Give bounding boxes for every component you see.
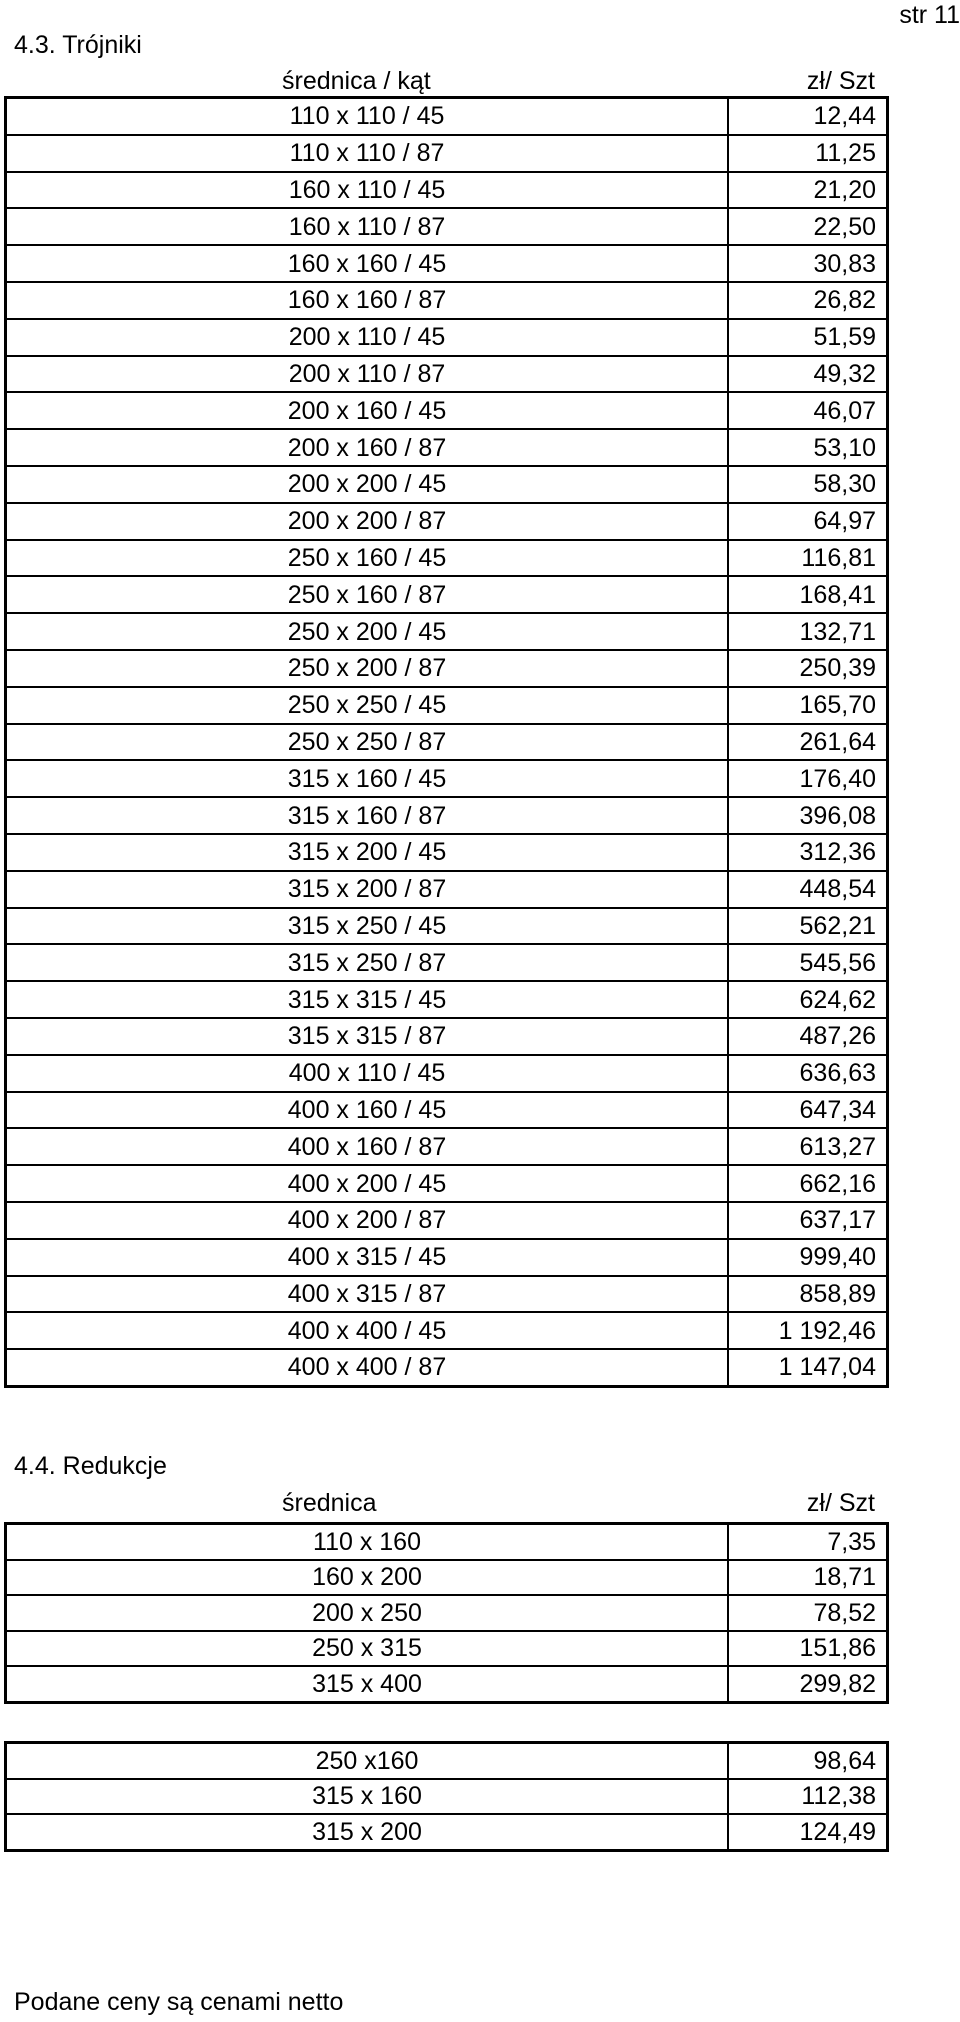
dimension-cell: 200 x 200 / 87 — [6, 503, 729, 540]
table-row — [6, 1239, 888, 1276]
dimension-cell: 200 x 250 — [6, 1595, 729, 1631]
price-cell: 151,86 — [728, 1631, 888, 1667]
dimension-cell: 400 x 315 / 45 — [6, 1239, 729, 1276]
table-row — [6, 503, 888, 540]
price-cell: 49,32 — [728, 356, 888, 393]
dimension-cell: 400 x 400 / 87 — [6, 1349, 729, 1386]
dimension-cell: 315 x 400 — [6, 1666, 729, 1702]
table-row — [6, 1128, 888, 1165]
price-cell: 312,36 — [728, 834, 888, 871]
table-row — [6, 944, 888, 981]
price-cell: 22,50 — [728, 208, 888, 245]
table-row — [6, 1779, 888, 1815]
table-row — [6, 687, 888, 724]
price-cell: 562,21 — [728, 908, 888, 945]
price-cell: 662,16 — [728, 1165, 888, 1202]
table-row — [6, 135, 888, 172]
dimension-cell: 400 x 110 / 45 — [6, 1055, 729, 1092]
price-cell: 11,25 — [728, 135, 888, 172]
section-title-reducers: 4.4. Redukcje — [14, 1452, 167, 1480]
dimension-cell: 250 x 250 / 87 — [6, 724, 729, 761]
price-cell: 26,82 — [728, 282, 888, 319]
dimension-cell: 110 x 110 / 45 — [6, 98, 729, 135]
table-row — [6, 172, 888, 209]
column-header-diameter: średnica — [282, 1489, 377, 1517]
price-cell: 46,07 — [728, 392, 888, 429]
table-row — [6, 1814, 888, 1850]
column-header-diameter-angle: średnica / kąt — [282, 67, 431, 95]
table-row — [6, 392, 888, 429]
dimension-cell: 200 x 110 / 45 — [6, 319, 729, 356]
table-row — [6, 466, 888, 503]
price-cell: 1 192,46 — [728, 1312, 888, 1349]
price-cell: 12,44 — [728, 98, 888, 135]
price-cell: 30,83 — [728, 245, 888, 282]
column-header-price: zł/ Szt — [806, 67, 875, 95]
table-row — [6, 1202, 888, 1239]
price-cell: 64,97 — [728, 503, 888, 540]
price-cell: 637,17 — [728, 1202, 888, 1239]
dimension-cell: 315 x 250 / 45 — [6, 908, 729, 945]
table-row — [6, 1055, 888, 1092]
price-cell: 53,10 — [728, 429, 888, 466]
table-row — [6, 98, 888, 135]
table-row — [6, 797, 888, 834]
page-number: str 11 — [899, 1, 960, 29]
price-cell: 168,41 — [728, 576, 888, 613]
section-title-tees: 4.3. Trójniki — [14, 31, 142, 59]
table-row — [6, 760, 888, 797]
price-cell: 18,71 — [728, 1560, 888, 1596]
dimension-cell: 315 x 160 / 87 — [6, 797, 729, 834]
price-cell: 1 147,04 — [728, 1349, 888, 1386]
table-row — [6, 1018, 888, 1055]
table-row — [6, 576, 888, 613]
table-row — [6, 1524, 888, 1560]
dimension-cell: 400 x 200 / 87 — [6, 1202, 729, 1239]
price-cell: 112,38 — [728, 1779, 888, 1815]
price-cell: 487,26 — [728, 1018, 888, 1055]
dimension-cell: 400 x 400 / 45 — [6, 1312, 729, 1349]
table-row — [6, 429, 888, 466]
table-row — [6, 834, 888, 871]
dimension-cell: 160 x 160 / 87 — [6, 282, 729, 319]
price-cell: 78,52 — [728, 1595, 888, 1631]
price-cell: 176,40 — [728, 760, 888, 797]
dimension-cell: 400 x 160 / 87 — [6, 1128, 729, 1165]
table-row — [6, 1092, 888, 1129]
dimension-cell: 250 x 315 — [6, 1631, 729, 1667]
price-cell: 124,49 — [728, 1814, 888, 1850]
dimension-cell: 315 x 315 / 45 — [6, 981, 729, 1018]
table-row — [6, 908, 888, 945]
table-row — [6, 871, 888, 908]
price-cell: 21,20 — [728, 172, 888, 209]
tees-price-table — [4, 96, 889, 1388]
dimension-cell: 160 x 160 / 45 — [6, 245, 729, 282]
dimension-cell: 315 x 315 / 87 — [6, 1018, 729, 1055]
price-cell: 858,89 — [728, 1276, 888, 1313]
footer-note: Podane ceny są cenami netto — [14, 1988, 344, 2016]
dimension-cell: 200 x 160 / 87 — [6, 429, 729, 466]
table-row — [6, 319, 888, 356]
table-row — [6, 1276, 888, 1313]
table-row — [6, 208, 888, 245]
table-row — [6, 356, 888, 393]
dimension-cell: 250 x 200 / 45 — [6, 613, 729, 650]
dimension-cell: 250 x 250 / 45 — [6, 687, 729, 724]
price-cell: 545,56 — [728, 944, 888, 981]
dimension-cell: 110 x 110 / 87 — [6, 135, 729, 172]
reducers-extra-price-table — [4, 1741, 889, 1852]
dimension-cell: 315 x 200 / 45 — [6, 834, 729, 871]
table-row — [6, 1631, 888, 1667]
table-row — [6, 1595, 888, 1631]
price-cell: 250,39 — [728, 650, 888, 687]
price-cell: 299,82 — [728, 1666, 888, 1702]
table-row — [6, 245, 888, 282]
table-row — [6, 1560, 888, 1596]
dimension-cell: 315 x 200 — [6, 1814, 729, 1850]
table-row — [6, 1349, 888, 1386]
price-cell: 613,27 — [728, 1128, 888, 1165]
column-header-price: zł/ Szt — [806, 1489, 875, 1517]
dimension-cell: 315 x 250 / 87 — [6, 944, 729, 981]
table-row — [6, 1312, 888, 1349]
dimension-cell: 160 x 200 — [6, 1560, 729, 1596]
dimension-cell: 250 x 160 / 87 — [6, 576, 729, 613]
table-row — [6, 282, 888, 319]
price-cell: 7,35 — [728, 1524, 888, 1560]
table-row — [6, 1165, 888, 1202]
dimension-cell: 250 x 200 / 87 — [6, 650, 729, 687]
price-cell: 636,63 — [728, 1055, 888, 1092]
price-cell: 58,30 — [728, 466, 888, 503]
dimension-cell: 250 x160 — [6, 1743, 729, 1779]
table-row — [6, 981, 888, 1018]
dimension-cell: 315 x 160 — [6, 1779, 729, 1815]
price-cell: 98,64 — [728, 1743, 888, 1779]
dimension-cell: 250 x 160 / 45 — [6, 540, 729, 577]
price-cell: 116,81 — [728, 540, 888, 577]
price-cell: 448,54 — [728, 871, 888, 908]
price-cell: 647,34 — [728, 1092, 888, 1129]
table-row — [6, 613, 888, 650]
dimension-cell: 200 x 160 / 45 — [6, 392, 729, 429]
dimension-cell: 400 x 200 / 45 — [6, 1165, 729, 1202]
dimension-cell: 200 x 110 / 87 — [6, 356, 729, 393]
dimension-cell: 315 x 160 / 45 — [6, 760, 729, 797]
table-row — [6, 724, 888, 761]
dimension-cell: 110 x 160 — [6, 1524, 729, 1560]
dimension-cell: 200 x 200 / 45 — [6, 466, 729, 503]
price-cell: 132,71 — [728, 613, 888, 650]
dimension-cell: 160 x 110 / 45 — [6, 172, 729, 209]
table-row — [6, 1666, 888, 1702]
price-cell: 396,08 — [728, 797, 888, 834]
dimension-cell: 400 x 160 / 45 — [6, 1092, 729, 1129]
dimension-cell: 400 x 315 / 87 — [6, 1276, 729, 1313]
price-cell: 51,59 — [728, 319, 888, 356]
dimension-cell: 160 x 110 / 87 — [6, 208, 729, 245]
table-row — [6, 650, 888, 687]
price-cell: 261,64 — [728, 724, 888, 761]
dimension-cell: 315 x 200 / 87 — [6, 871, 729, 908]
reducers-price-table — [4, 1522, 889, 1704]
table-row — [6, 1743, 888, 1779]
price-cell: 999,40 — [728, 1239, 888, 1276]
price-cell: 165,70 — [728, 687, 888, 724]
price-cell: 624,62 — [728, 981, 888, 1018]
table-row — [6, 540, 888, 577]
